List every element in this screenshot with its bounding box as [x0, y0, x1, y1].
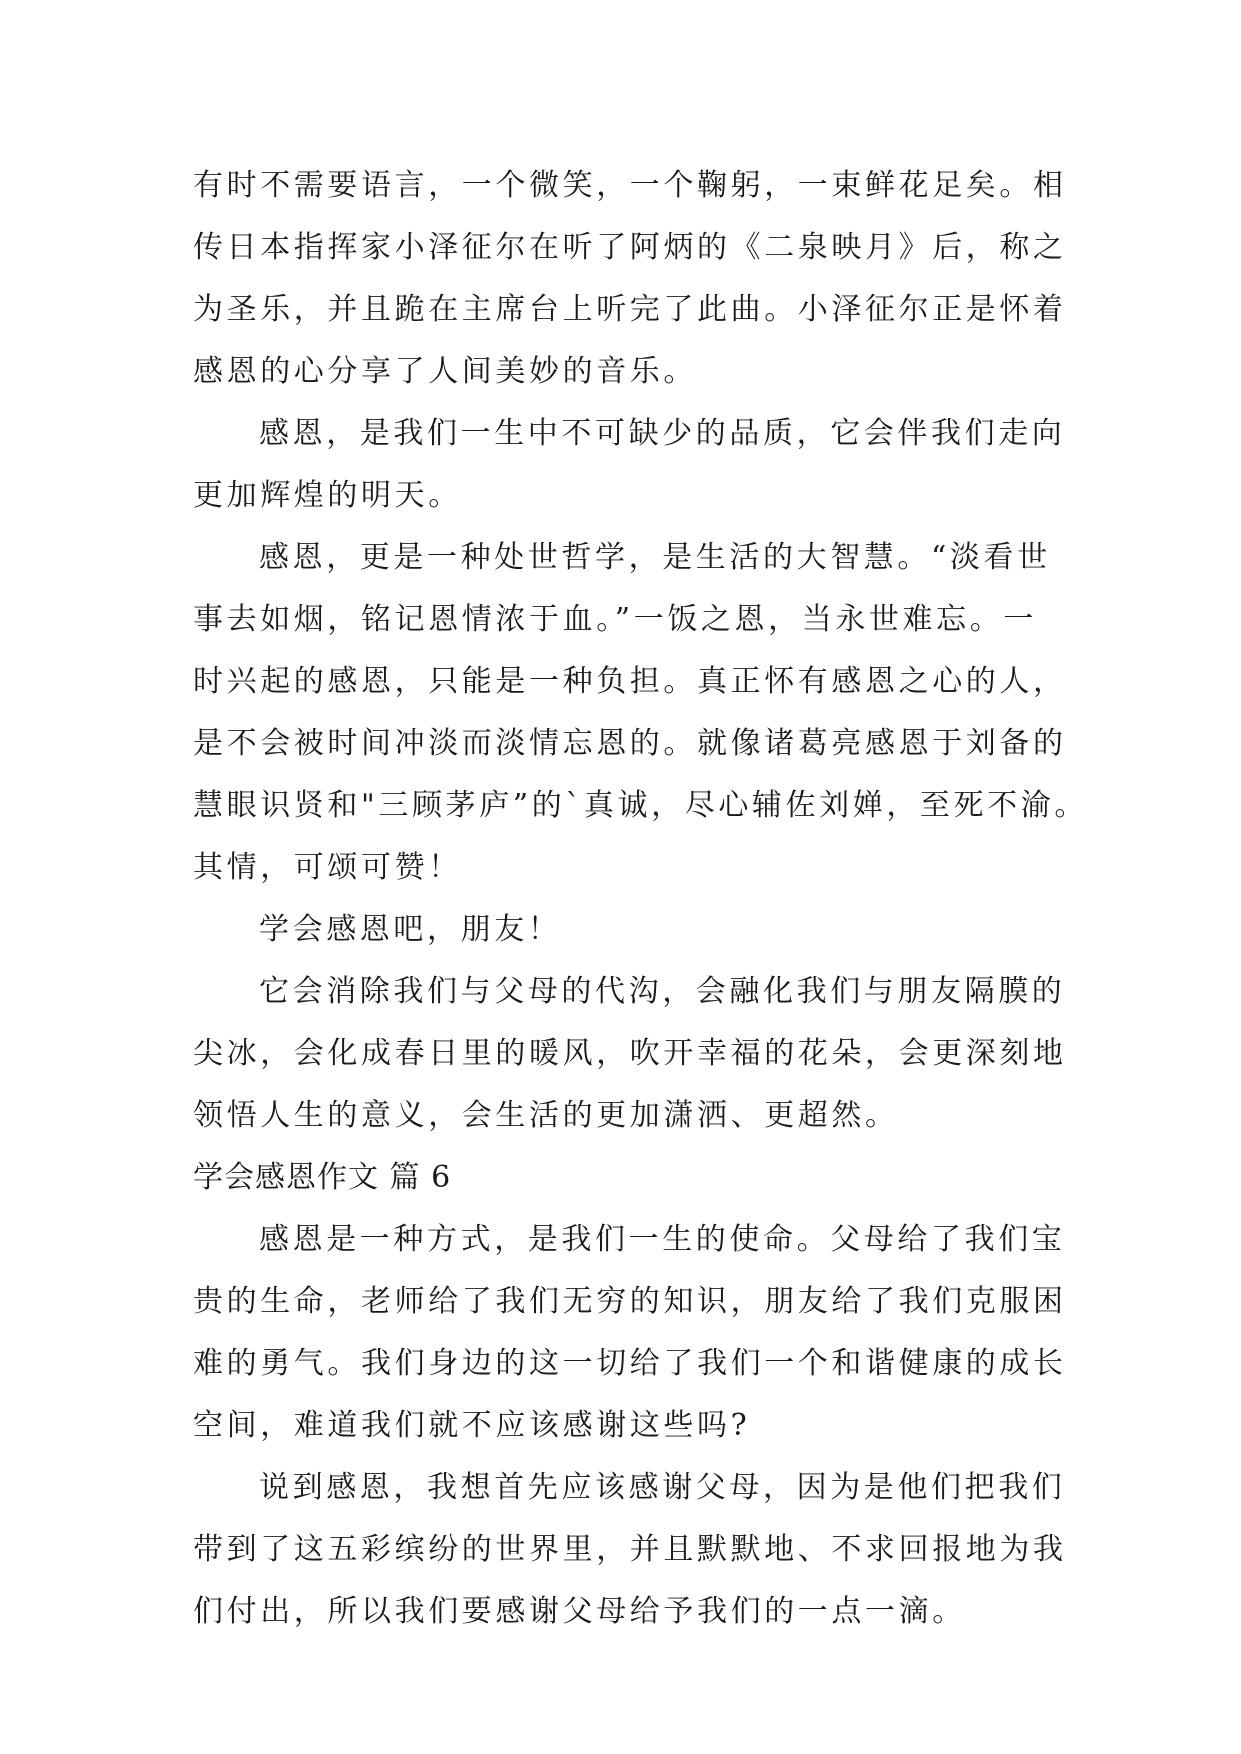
text-line: 事去如烟，铭记恩情浓于血。”一饭之恩，当永世难忘。一 — [193, 602, 1037, 637]
text-line: 感恩的心分享了人间美妙的音乐。 — [193, 354, 697, 389]
text-line: 空间，难道我们就不应该感谢这些吗? — [193, 1408, 751, 1443]
text-line: 感恩，更是一种处世哲学，是生活的大智慧。“淡看世 — [259, 540, 1051, 575]
paragraph — [193, 403, 1066, 527]
section-heading: 学会感恩作文 篇 6 — [193, 1160, 452, 1195]
paragraph — [193, 899, 1063, 961]
text-line: 时兴起的感恩，只能是一种负担。真正怀有感恩之心的人， — [193, 664, 1067, 699]
text-line: 说到感恩，我想首先应该感谢父母，因为是他们把我们 — [259, 1470, 1066, 1505]
paragraph — [193, 1209, 1067, 1457]
text-line: 难的勇气。我们身边的这一切给了我们一个和谐健康的成长 — [193, 1346, 1067, 1381]
text-line: 慧眼识贤和"三顾茅庐”的`真诚，尽心辅佐刘婵，至死不渝。 — [193, 788, 1088, 823]
paragraph — [193, 155, 1067, 403]
text-line: 其情，可颂可赞！ — [193, 850, 462, 885]
text-line: 有时不需要语言，一个微笑，一个鞠躬，一束鲜花足矣。相 — [193, 168, 1067, 203]
text-line: 感恩是一种方式，是我们一生的使命。父母给了我们宝 — [259, 1222, 1066, 1257]
text-line: 领悟人生的意义，会生活的更加潇洒、更超然。 — [193, 1098, 899, 1133]
paragraph — [193, 1457, 1067, 1643]
text-line: 们付出，所以我们要感谢父母给予我们的一点一滴。 — [193, 1594, 966, 1629]
text-line: 传日本指挥家小泽征尔在听了阿炳的《二泉映月》后，称之 — [193, 230, 1067, 265]
text-line: 是不会被时间冲淡而淡情忘恩的。就像诸葛亮感恩于刘备的 — [193, 726, 1067, 761]
text-line: 带到了这五彩缤纷的世界里，并且默默地、不求回报地为我 — [193, 1532, 1067, 1567]
text-line: 它会消除我们与父母的代沟，会融化我们与朋友隔膜的 — [259, 974, 1066, 1009]
text-line: 贵的生命，老师给了我们无穷的知识，朋友给了我们克服困 — [193, 1284, 1067, 1319]
text-line: 为圣乐，并且跪在主席台上听完了此曲。小泽征尔正是怀着 — [193, 292, 1067, 327]
text-line: 更加辉煌的明天。 — [193, 478, 462, 513]
text-line: 尖冰，会化成春日里的暖风，吹开幸福的花朵，会更深刻地 — [193, 1036, 1067, 1071]
paragraph — [193, 527, 1088, 899]
text-line: 感恩，是我们一生中不可缺少的品质，它会伴我们走向 — [259, 416, 1066, 451]
text-line: 学会感恩吧，朋友！ — [259, 912, 562, 947]
document-body — [193, 155, 1088, 1643]
paragraph — [193, 961, 1067, 1147]
